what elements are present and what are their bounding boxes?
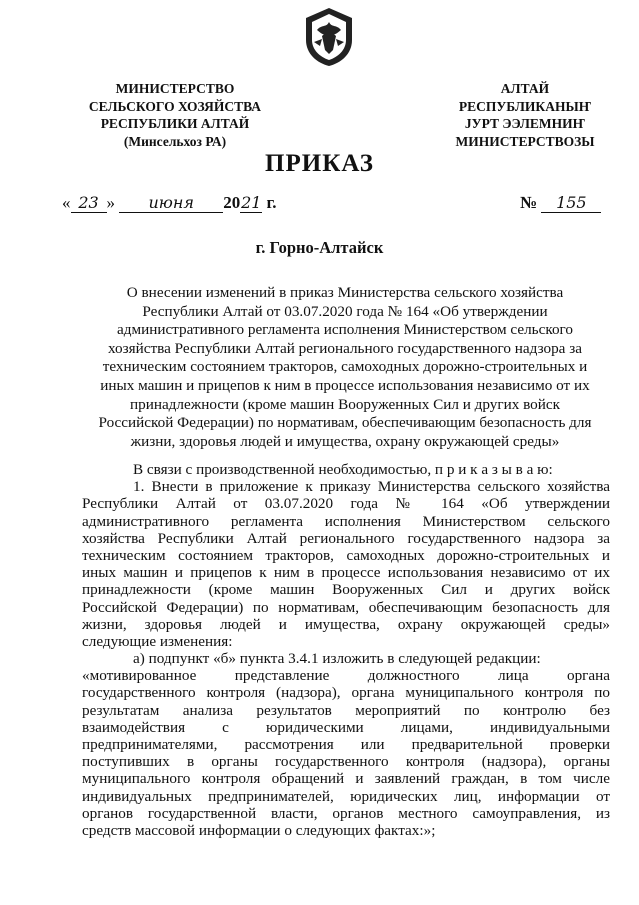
body-line: жизни, здоровья людей и имущества, охрану окружающей среды» (82, 615, 610, 633)
body-line: хозяйства Республики Алтай регионального государственного надзора за (82, 529, 610, 547)
body-line: Российской Федерации) по нормативам, обеспечивающим безопасность для (82, 598, 610, 616)
header-line: РЕСПУБЛИКИ АЛТАЙ (100, 116, 250, 131)
subject-line: техническим состоянием тракторов, самоходных дорожно-строительных и (102, 358, 588, 376)
header-line: (Минсельхоз РА) (123, 133, 227, 149)
document-title: ПРИКАЗ (265, 150, 374, 177)
body-line: поступивших в органы государственного контроля (надзора), органы (82, 753, 610, 771)
date-year-label: г. (266, 193, 277, 212)
body-line: Республики Алтай от 03.07.2020 года № 164 «Об утверждении (82, 495, 610, 513)
order-subject (95, 284, 595, 451)
header-line: МИНИСТЕРСТВОЗЫ (455, 133, 595, 149)
body-line: органов государственной власти, органов местного самоуправления, из (82, 804, 610, 822)
date-open-quote: « (62, 193, 71, 212)
header-line: СЕЛЬСКОГО ХОЗЯЙСТВА (88, 98, 262, 114)
subject-line: хозяйства Республики Алтай регионального государственного надзора за (108, 339, 582, 357)
body-line: средств массовой информации о следующих фактах:»; (82, 821, 436, 839)
body-line: техническим состоянием тракторов, самоходных дорожно-строительных и (82, 546, 610, 564)
body-line: государственного контроля (надзора), органа муниципального контроля по (82, 684, 610, 702)
body-line: «мотивированное представление должностного лица органа (82, 667, 610, 685)
body-line: следующие изменения: (82, 632, 233, 650)
ministry-header-altai (430, 80, 620, 150)
date-year-prefix: 20 (223, 193, 241, 212)
body-line: В связи с производственной необходимостью, п р и к а з ы в а ю: (133, 461, 553, 478)
city-line: г. Горно-Алтайск (255, 238, 384, 257)
date-month: июня (119, 193, 223, 213)
number-label: № (520, 193, 538, 212)
order-body (82, 461, 610, 839)
subject-line: О внесении изменений в приказ Министерства сельского хозяйства (126, 284, 564, 301)
body-line: иных машин и прицепов к ним в процессе использования независимо от их (82, 564, 610, 582)
ministry-header-russian (70, 80, 280, 150)
body-line: принадлежности (кроме машин Вооруженных Сил и других войск (82, 581, 610, 599)
header-line: ЈУРТ ЭЭЛЕМНИҤ (464, 116, 586, 131)
header-line: АЛТАЙ (500, 81, 550, 96)
subject-line: иных машин и прицепов к ним в процессе использования независимо от их (100, 376, 590, 394)
number-value: 155 (541, 193, 601, 213)
header-line: МИНИСТЕРСТВО (115, 81, 235, 96)
date-year-suffix: 21 (241, 193, 262, 212)
body-line: индивидуальных предпринимателей, юридических лиц, информации от (82, 787, 610, 805)
subject-line: принадлежности (кроме машин Вооруженных Сил и других войск (129, 395, 561, 413)
date-close-quote: » (106, 193, 115, 212)
body-line: муниципального контроля обращений и заявлений граждан, в том числе (82, 770, 610, 788)
subject-line: жизни, здоровья людей и имущества, охрану окружающей среды» (130, 432, 560, 450)
subject-line: административного регламента исполнения Министерством сельского (116, 321, 573, 339)
body-line: 1. Внести в приложение к приказу Министерства сельского хозяйства (133, 478, 610, 496)
subject-line: Российской Федерации) по нормативам, обеспечивающим безопасность для (98, 414, 592, 432)
date-day: 23 (71, 193, 107, 213)
subject-line: Республики Алтай от 03.07.2020 года № 164 «Об утверждении (142, 302, 548, 320)
body-line: взаимодействия с юридическими лицами, индивидуальными (82, 718, 610, 736)
coat-of-arms-icon (300, 6, 358, 68)
body-line: предпринимателями, рассмотрения или предварительной проверки (82, 736, 610, 753)
header-line: РЕСПУБЛИКАНЫҤ (458, 98, 592, 114)
body-line: а) подпункт «б» пункта 3.4.1 изложить в следующей редакции: (133, 650, 541, 668)
body-line: административного регламента исполнения Министерством сельского (82, 512, 610, 530)
order-number (520, 193, 601, 213)
order-date (62, 193, 277, 213)
body-line: результатам анализа результатов мероприятий по контролю без (82, 701, 610, 719)
